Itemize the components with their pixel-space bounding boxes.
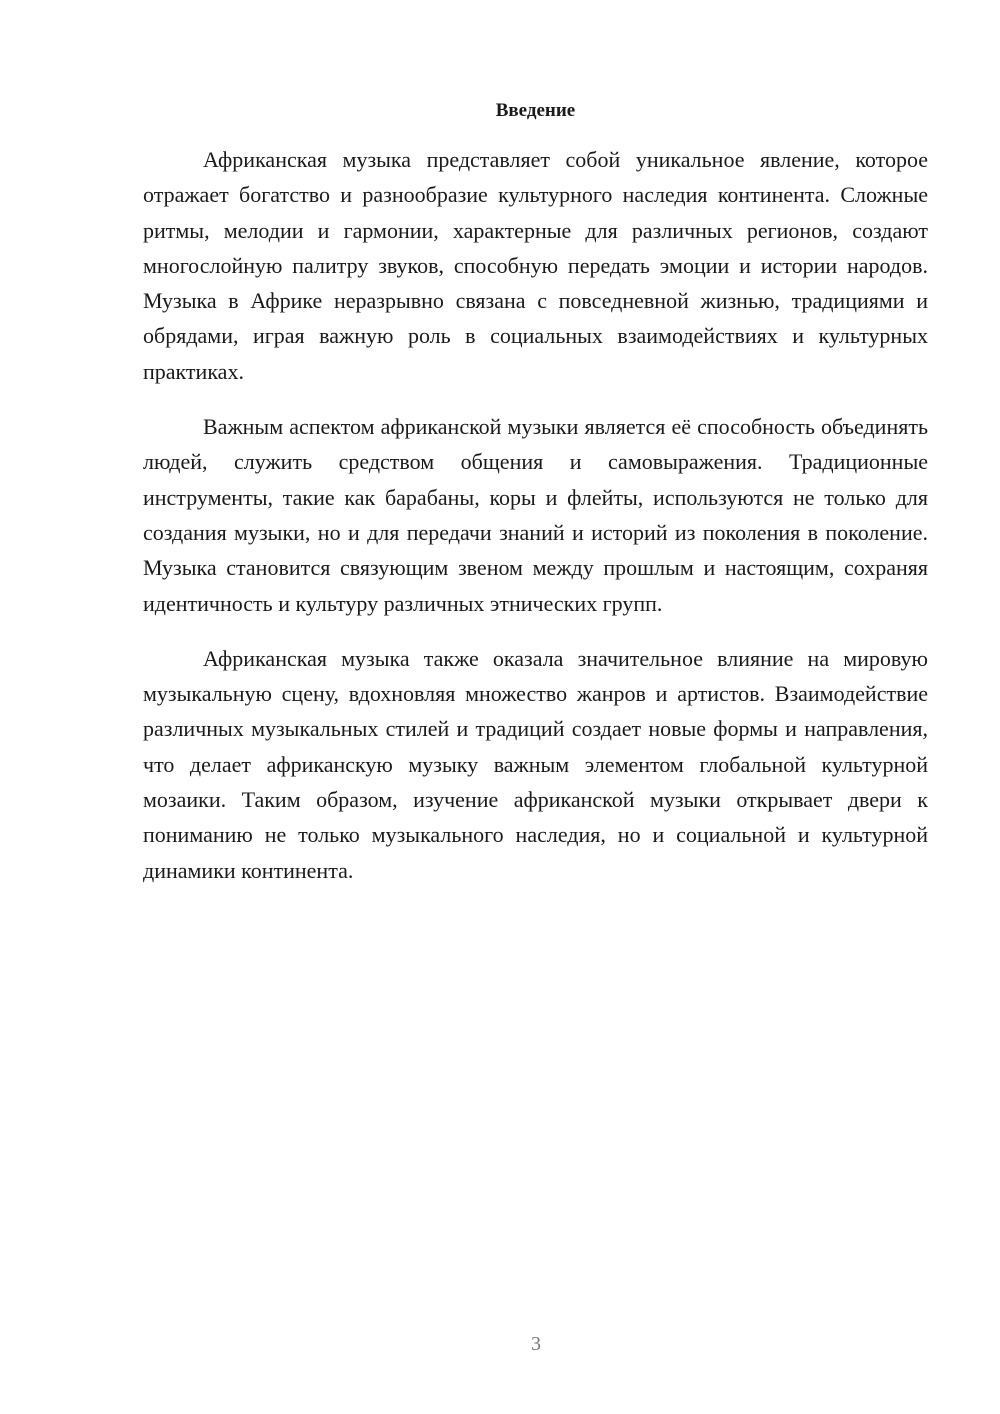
section-heading: Введение bbox=[495, 100, 576, 121]
body-text bbox=[143, 142, 928, 908]
page-number: 3 bbox=[531, 1333, 541, 1355]
paragraph-3: Африканская музыка также оказала значительное влияние на мировую музыкальную сцену, вдохновляя множество жанров и артистов. Взаимодействие различных музыкальных стилей и традиций создает новые формы и направления, что делает африканскую музыку важным элементом глобальной культурной мозаики. Таким образом, изучение африканской музыки открывает двери к пониманию не только музыкального наследия, но и социальной и культурной динамики континента. bbox=[143, 645, 928, 883]
paragraph-1: Африканская музыка представляет собой уникальное явление, которое отражает богатство и разнообразие культурного наследия континента. Сложные ритмы, мелодии и гармонии, характерные для различных регионов, создают многослойную палитру звуков, способную передать эмоции и истории народов. Музыка в Африке неразрывно связана с повседневной жизнью, традициями и обрядами, играя важную роль в социальных взаимодействиях и культурных практиках. bbox=[143, 147, 928, 384]
paragraph-2: Важным аспектом африканской музыки является её способность объединять людей, служить средством общения и самовыражения. Традиционные инструменты, такие как барабаны, коры и флейты, используются не только для создания музыки, но и для передачи знаний и историй из поколения в поколение. Музыка становится связующим звеном между прошлым и настоящим, сохраняя идентичность и культуру различных этнических групп. bbox=[143, 414, 928, 616]
